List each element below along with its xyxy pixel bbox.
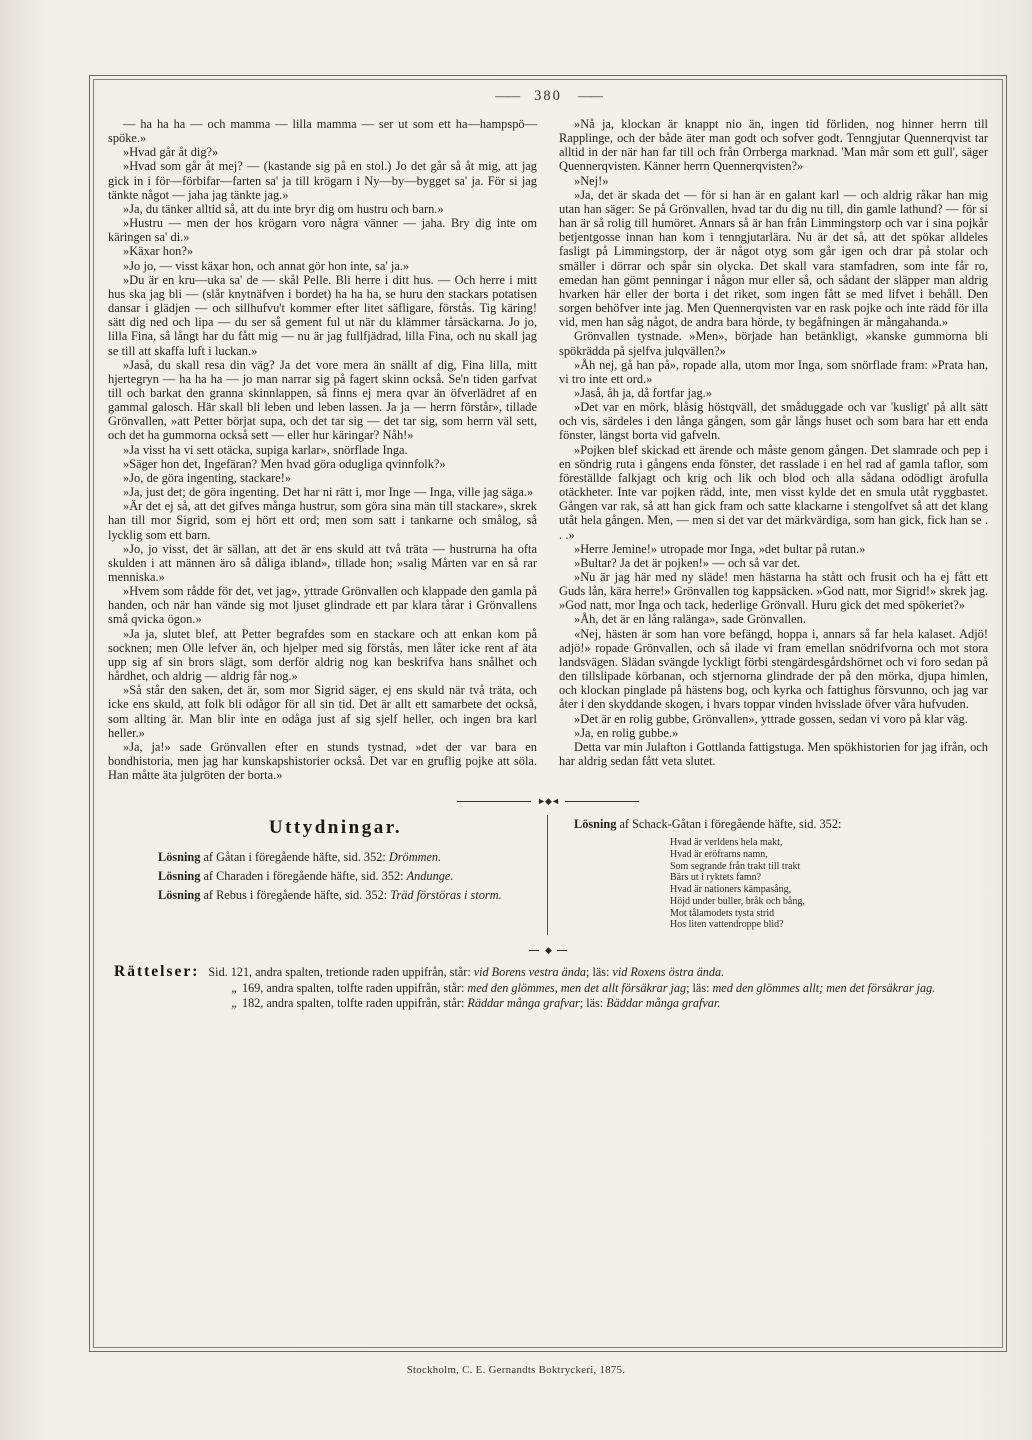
- uttydningar-title: Uttydningar.: [268, 817, 403, 839]
- story-paragraph: Detta var min Julafton i Gottlanda fattigstuga. Men spökhistorien for jag ifrån, och har aldrig sedan fått veta slutet.: [559, 739, 988, 769]
- story-paragraph: »Åh, det är en lång ralänga», sade Grönvallen.: [574, 612, 806, 627]
- correction-text: ; läs:: [686, 980, 713, 995]
- solutions-section: [108, 815, 988, 935]
- printer-imprint: Stockholm, C. E. Gernandts Boktryckeri, 1875.: [406, 1364, 626, 1376]
- solution-label: Lösning: [574, 817, 617, 832]
- verse-line: Mot tålamodets tysta strid: [670, 907, 775, 919]
- story-paragraph: »Ja, du tänker alltid så, att du inte bryr dig om hustru och barn.»: [123, 201, 444, 216]
- story-paragraph: »Hvad som går åt mej? — (kastande sig på en stol.) Jo det går så åt mig, att jag gick in i för—förbifar—farten sa' ja till krögarn i Ny—by—bygget sa' ja. För si jag tänkte något — jaha jag tänkte jag.»: [108, 159, 537, 202]
- section-divider-small: [108, 946, 988, 955]
- verse-line: Hvad är eröfrarns namn,: [670, 849, 768, 861]
- uttydningar-section: [108, 815, 548, 935]
- correction-text: 169, andra spalten, tolfte raden uppifrån, står:: [242, 980, 468, 995]
- story-paragraph: »Så står den saken, det är, som mor Sigrid säger, ej ens skuld när två träta, och icke ens skuld, att folk bli odågor för all sin tid. Det är allt ett samarbete det också, som allting är. Man blir inte en odåga just af sig sjelf heller, och ingen bra karl heller.»: [108, 683, 537, 740]
- story-paragraph: »Jo jo, — visst käxar hon, och annat gör hon inte, sa' ja.»: [123, 258, 410, 273]
- schack-verse: [670, 837, 988, 931]
- story-paragraph: »Pojken blef skickad ett ärende och måste genom gången. Det slamrade och pep i en söndrig ruta i gångens enda fönster, det rasslade i en hel rad af gamla taflor, som föreställde falkjagt och krig och lik och blod och alla sådana odödligt ärofulla otäckheter. Inte var pojken rädd, inte, men visst kylde det en smula utåt ryggbastet. Gången var rak, så att han gick fram och satte klackarne i stengolfvet så att det klang utåt hela gången. Men, — men si det var det märkvärdiga, som han gick, fick han se . . .»: [559, 442, 988, 542]
- divider-line: [457, 801, 531, 802]
- schack-heading-text: af Schack-Gåtan i föregående häfte, sid. 352:: [616, 817, 842, 832]
- schack-heading: [574, 817, 988, 832]
- page-border-frame: [89, 75, 1007, 1352]
- story-paragraph: »Åh nej, gå han på», ropade alla, utom mor Inga, som snörflade fram: »Prata han, vi tro inte ett ord.»: [559, 357, 988, 386]
- divider-line: [565, 801, 639, 802]
- story-paragraph: »Ja visst ha vi sett otäcka, supiga karlar», snörflade Inga.: [123, 442, 408, 457]
- solution-text: af Gåtan i föregående häfte, sid. 352:: [200, 850, 389, 865]
- story-paragraph: »Jo, jo visst, det är sällan, att det är ens skuld att två träta — hustrurna ha ofta skulden i att männen äro så dåliga ibland», tillade hon; »salig Mårten var en så rar menniska.»: [108, 541, 537, 584]
- story-paragraph: »Nej!»: [574, 173, 609, 188]
- solution-answer: Träd förstöras i storm.: [390, 888, 502, 903]
- correction-quote: vid Roxens östra ända.: [612, 964, 725, 979]
- correction-quote: Bäddar många grafvar.: [606, 996, 721, 1011]
- schack-gatan-section: [548, 815, 988, 935]
- divider-line: [529, 950, 539, 951]
- story-column-right: [559, 117, 988, 782]
- correction-text: Sid. 121, andra spalten, tretionde raden uppifrån, står:: [208, 964, 474, 979]
- correction-marker: „: [231, 980, 237, 995]
- section-divider: [108, 797, 988, 806]
- story-paragraph: »Ja, det är skada det — för si han är en galant karl — och aldrig råkar han mig utan han säger: Se på Grönvallen, hvad tar du dig nu till, din gamle lathund? — för si han är så rolig till humöret. Annars så är han från Limmingstorp och var i sina pojkår betjentgosse innan han kom i tenngjutarlära. Nu är det så, att det spökar alldeles fasligt på Limmingstorp, der är något otyg som går igen och drar på stolar och smäller i dörrar och spår sin olycka. Det skall vara stamfadren, som inte får ro, emedan han gömt penningar i någon mur eller så, och sådant der släpper man aldrig hvarken här eller der borta i det riket, som ingen fått se med lifvet i behåll. Den sorgen behöfver inte jag. Men Quennerqvisten var en rask pojke och inte rädd för illa vid, men han såg något, de andra bara hörde, ty begåfningen är mångahanda.»: [559, 187, 988, 330]
- story-paragraph: »Jaså, åh ja, då fortfar jag.»: [574, 385, 712, 400]
- correction-quote: med den glömmes, men det allt försäkrar jag: [467, 980, 687, 995]
- verse-line: Som segrande från trakt till trakt: [670, 860, 801, 872]
- story-body: [108, 117, 988, 782]
- divider-line: [557, 950, 567, 951]
- story-paragraph: »Hustru — men der hos krögarn voro några vänner — jaha. Bry dig inte om käringen sa' di.»: [108, 216, 537, 245]
- solution-answer: Drömmen.: [388, 850, 442, 865]
- story-paragraph: »Det är en rolig gubbe, Grönvallen», yttrade gossen, sedan vi voro på klar väg.: [574, 711, 968, 726]
- story-paragraph: «Nej, hästen är som han vore befängd, hoppa i, annars så far hela kalaset. Adjö! adjö!» ropade Grönvallen, och så ilade vi fram emellan snödrifvorna och mot stora landsvägen. Slädan svängde lyckligt förbi stengärdesgårdshörnet och vi foro sedan på den tillslipade körbanan, och stjernorna glindrade der på den mörka, djupa himlen, och klockan pinglade på hästens bog, och kyrka och fattighus försvunno, och jag var åter i den skyddande skogen, i hvars toppar vinden hvisslade öfver våra hufvuden.: [559, 626, 988, 712]
- story-paragraph: — ha ha ha — och mamma — lilla mamma — ser ut som ett ha—hampspö—spöke.»: [108, 117, 537, 146]
- header-rule-left: ——: [495, 88, 519, 103]
- story-paragraph: »Ja, just det; de göra ingenting. Det har ni rätt i, mor Inge — Inga, ville jag säga.»: [123, 485, 534, 500]
- story-paragraph: »Ja, en rolig gubbe.»: [574, 725, 679, 740]
- story-paragraph: »Säger hon det, Ingefäran? Men hvad göra odugliga qvinnfolk?»: [123, 456, 446, 471]
- solution-label: Lösning: [158, 888, 201, 903]
- story-paragraph: »Nu är jag här med ny släde! men hästarna ha stått och frusit och ha ej fått ett Guds lån, kära herre!» Grönvallen tog kappsäcken. »God natt, mor Sigrid!» skrek jag. »God natt, mor Inga och tack, hederlige Grönvall. Huru gick det med spökeriet?»: [559, 570, 988, 613]
- story-paragraph: »Nå ja, klockan är knappt nio än, ingen tid förliden, nog hinner herrn till Rapplinge, och der både äter man godt och sofver godt. Tenngjutar Quennerqvist tar alltid in der när han far till och från Orrberga marknad. 'Man mår som ett gull', säger Quennerqvisten. Känner herrn Quennerqvisten?»: [559, 117, 988, 174]
- story-paragraph: »Du är en kru—uka sa' de — skål Pelle. Bli herre i ditt hus. — Och herre i mitt hus ska jag bli — (slår knytnäfven i bordet) ha ha ha, se huru den stackars potatisen dansar i glädjen — och sillhufvu't kommer efter litet säfligare, förstås. Tig käring! sätt dig ned och lipa — du ser så gement ful ut när du klämmer tårsäckarna. Jo jo, lilla Fina, så långt har du fått mig — nu är jag fullfjädrad, lilla Fina, och nu skall jag se till att skaffa luft i luckan.»: [108, 272, 537, 358]
- story-paragraph: »Ja, ja!» sade Grönvallen efter en stunds tystnad, »det der var bara en bondhistoria, men jag har kunskapshistorier också. Det var en gruflig pojke att söla. Han måtte äta julgröten der borta.»: [108, 739, 537, 783]
- solution-item: [144, 849, 527, 865]
- solution-label: Lösning: [158, 869, 201, 884]
- correction-quote: Räddar många grafvar: [467, 996, 580, 1011]
- rattelser-section: [108, 964, 988, 1012]
- divider-ornament-icon: ►◆◄: [537, 796, 559, 807]
- correction-row: [114, 996, 982, 1012]
- page-header: [108, 88, 988, 105]
- solution-label: Lösning: [158, 850, 201, 865]
- story-paragraph: »Jaså, du skall resa din väg? Ja det vore mera än snällt af dig, Fina lilla, mitt hjertegryn — ha ha ha — jo man narrar sig på fagert skinn också. Se'n tiden garfvat till och barkat den granna skinnlappen, så finns ej mera qvar än öfverlädret af en gammal galosch. Här skall bli leben und leben lassen. Ja ja — herrn förstår», tillade Grönvallen, »att Petter börjat supa, och det tar sig — det tar sig, som herrn väl sett, och det ha gummorna också sett — eller hur käringar? Nåh!»: [108, 357, 537, 443]
- solution-answer: Andunge.: [406, 869, 454, 884]
- verse-line: Höjd under buller, bråk och bång,: [670, 895, 805, 907]
- correction-marker: „: [231, 996, 237, 1011]
- verse-line: Bärs ut i ryktets famn?: [670, 872, 762, 884]
- correction-row: [114, 964, 982, 981]
- correction-quote: med den glömmes allt; men det försäkrar jag.: [712, 980, 936, 995]
- correction-quote: vid Borens vestra ända: [473, 964, 587, 979]
- story-paragraph: »Bultar? Ja det är pojken!» — och så var det.: [574, 555, 801, 570]
- solution-text: af Charaden i föregående häfte, sid. 352:: [200, 869, 407, 884]
- solution-item: [144, 887, 527, 903]
- story-column-left: [108, 117, 537, 782]
- correction-row: [114, 981, 982, 997]
- correction-text: 182, andra spalten, tolfte raden uppifrån, står:: [242, 996, 468, 1011]
- verse-line: Hvad är verldens hela makt,: [670, 837, 783, 849]
- header-rule-right: ——: [577, 88, 601, 103]
- story-paragraph: »Är det ej så, att det gifves många hustrur, som göra sina män till stackare», skrek han till mor Sigrid, som ej hört ett ord; men som satt i tankarne och smålog, så lycklig som ett barn.: [108, 499, 537, 542]
- story-paragraph: »Käxar hon?»: [123, 244, 194, 259]
- story-paragraph: »Herre Jemine!» utropade mor Inga, »det bultar på rutan.»: [574, 541, 866, 556]
- page-number: 380: [534, 88, 562, 104]
- solution-text: af Rebus i föregående häfte, sid. 352:: [200, 888, 391, 903]
- solution-item: [144, 868, 527, 884]
- story-paragraph: »Hvem som rådde för det, vet jag», yttrade Grönvallen och klappade den gamla på handen, och när han vände sig mot ljuset glindrade ett par klara tårar i Grönvallens små qvicka ögon.»: [108, 584, 537, 627]
- divider-ornament-icon: ◆: [545, 944, 551, 955]
- story-paragraph: Grönvallen tystnade. »Men», började han betänkligt, »kanske gummorna bli spökrädda på sjelfva julqvällen?»: [559, 329, 988, 358]
- correction-text: ; läs:: [579, 996, 607, 1011]
- verse-line: Hvad är nationers kämpasång,: [670, 884, 792, 896]
- story-paragraph: »Jo, de göra ingenting, stackare!»: [123, 470, 292, 485]
- story-paragraph: »Ja ja, slutet blef, att Petter begrafdes som en stackare och att enkan kom på socknen; men Olle lefver än, och hjelper med sig förstås, men låter icke rent af äta upp sig af sin brors slägt, som derför aldrig nog kan beskrifva hans snålhet och hårdhet, och aldrig — aldrig får nog.»: [108, 626, 537, 684]
- story-paragraph: »Det var en mörk, blåsig höstqväll, det småduggade och var 'kusligt' på allt sätt och vis, särdeles i den långa gången, som går långs huset och som bara har ett enda fönster, längst borta vid gafveln.: [559, 400, 988, 443]
- verse-line: Hos liten vattendroppe blid?: [670, 919, 784, 931]
- rattelser-title: Rättelser:: [114, 962, 200, 980]
- correction-text: ; läs:: [586, 964, 613, 979]
- story-paragraph: »Hvad går åt dig?»: [123, 145, 219, 160]
